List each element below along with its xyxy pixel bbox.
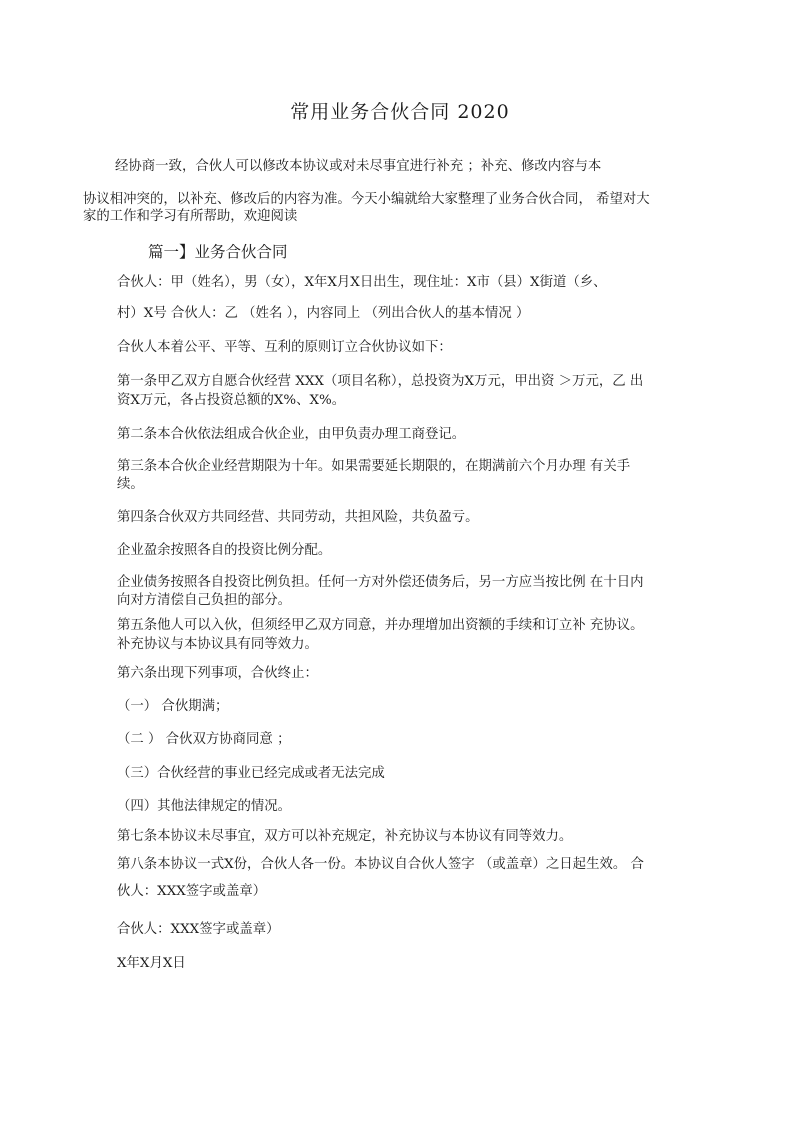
party-line-1: 合伙人：甲（姓名），男（女），X年X月X日出生，现住址：X市（县）X街道（乡、 <box>117 275 607 290</box>
surplus-paragraph: 企业盈余按照各自的投资比例分配。 <box>117 543 332 558</box>
article-4: 第四条合伙双方共同经营、共同劳动，共担风险，共负盈亏。 <box>117 510 479 525</box>
debt-line-2: 向对方清偿自己负担的部分。 <box>117 593 292 608</box>
list-item-3: （三）合伙经营的事业已经完成或者无法完成 <box>117 766 385 781</box>
article-5-line-2: 补充协议与本协议具有同等效力。 <box>117 637 318 652</box>
list-item-2: （二 ） 合伙双方协商同意 ； <box>117 732 291 747</box>
article-8-line-2: 伙人：XXX签字或盖章） <box>117 884 267 899</box>
signature-line: 合伙人：XXX签字或盖章） <box>117 922 280 937</box>
article-3-line-2: 续。 <box>117 477 144 492</box>
debt-line-1: 企业债务按照各自投资比例负担。任何一方对外偿还债务后，另一方应当按比例 在十日内 <box>117 575 644 590</box>
article-5-line-1: 第五条他人可以入伙，但须经甲乙双方同意，并办理增加出资额的手续和订立补 充协议。 <box>117 618 644 633</box>
article-7: 第七条本协议未尽事宜，双方可以补充规定，补充协议与本协议有同等效力。 <box>117 829 573 844</box>
intro-line-1: 经协商一致，合伙人可以修改本协议或对未尽事宜进行补充 ；补充、修改内容与本 <box>115 159 602 174</box>
date-line: X年X月X日 <box>117 956 186 971</box>
article-1-line-1: 第一条甲乙双方自愿合伙经营 XXX（项目名称），总投资为X万元，甲出资 ＞万元，乙 出 <box>117 374 644 389</box>
section-heading: 篇一】业务合伙合同 <box>148 243 288 261</box>
article-8-line-1: 第八条本协议一式X份，合伙人各一份。本协议自合伙人签字 （或盖章）之日起生效。 合 <box>117 857 644 872</box>
document-title: 常用业务合伙合同 2020 <box>290 101 510 123</box>
list-item-4: （四）其他法律规定的情况。 <box>117 799 292 814</box>
article-3-line-1: 第三条本合伙企业经营期限为十年。如果需要延长期限的，在期满前六个月办理 有关手 <box>117 459 631 474</box>
list-item-1: （一） 合伙期满； <box>117 699 229 714</box>
intro-line-2: 协议相冲突的，以补充、修改后的内容为准。今天小编就给大家整理了业务合伙合同， 希望对大 <box>83 192 650 207</box>
article-1-line-2: 资X万元，各占投资总额的X%、X%。 <box>117 393 346 408</box>
principle-paragraph: 合伙人本着公平、平等、互利的原则订立合伙协议如下： <box>117 340 452 355</box>
article-6: 第六条出现下列事项，合伙终止： <box>117 666 318 681</box>
party-line-2: 村）X号 合伙人：乙 （姓名 ），内容同上 （列出合伙人的基本情况 ） <box>117 306 530 321</box>
article-2: 第二条本合伙依法组成合伙企业，由甲负责办理工商登记。 <box>117 427 466 442</box>
intro-line-3: 家的工作和学习有所帮助，欢迎阅读 <box>83 209 298 224</box>
